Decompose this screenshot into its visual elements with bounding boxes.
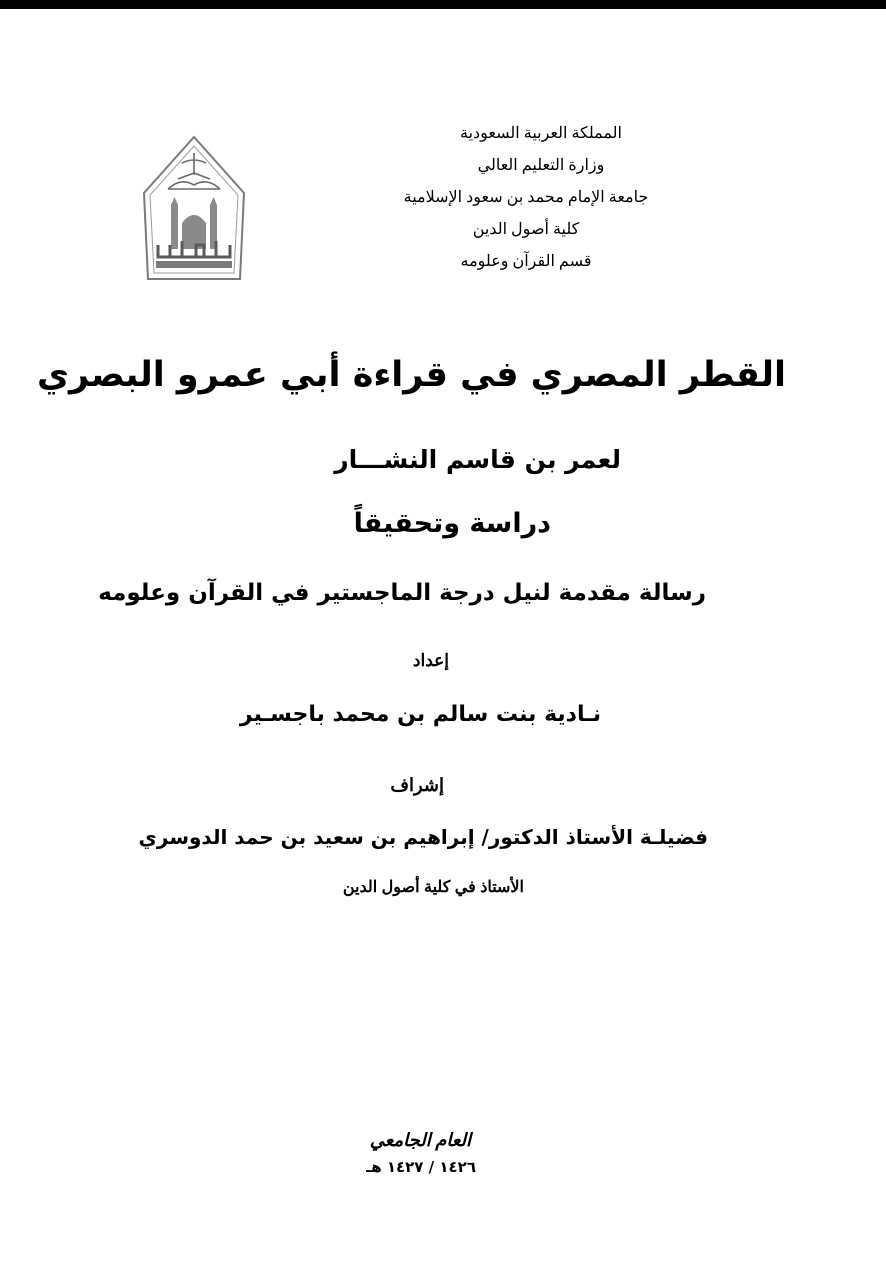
original-author: لعمر بن قاسم النشـــار xyxy=(334,445,621,474)
student-name: نـادية بنت سالم بن محمد باجسـير xyxy=(239,702,601,727)
department-name: قسم القرآن وعلومه xyxy=(460,253,592,270)
top-edge-bar xyxy=(0,0,886,9)
ministry-name: وزارة التعليم العالي xyxy=(477,157,605,174)
supervisor-title: الأستاذ في كلية أصول الدين xyxy=(342,879,524,896)
college-name: كلية أصول الدين xyxy=(472,221,580,238)
thesis-title: القطر المصري في قراءة أبي عمرو البصري xyxy=(36,355,786,395)
supervision-label: إشراف xyxy=(390,775,444,795)
country-name: المملكة العربية السعودية xyxy=(460,125,622,142)
institution-header xyxy=(316,118,736,278)
preparation-label: إعداد xyxy=(412,651,449,670)
university-emblem-icon xyxy=(138,133,250,281)
academic-year-label: العام الجامعي xyxy=(369,1130,471,1150)
degree-statement: رسالة مقدمة لنيل درجة الماجستير في القرآن وعلومه xyxy=(98,580,706,606)
study-type: دراسة وتحقيقاً xyxy=(353,508,551,539)
supervisor-name: فضيلـة الأستاذ الدكتور/ إبراهيم بن سعيد بن حمد الدوسري xyxy=(138,825,708,849)
university-name: جامعة الإمام محمد بن سعود الإسلامية xyxy=(403,189,649,206)
academic-year-value: ١٤٢٦ / ١٤٢٧ هـ xyxy=(366,1158,476,1176)
